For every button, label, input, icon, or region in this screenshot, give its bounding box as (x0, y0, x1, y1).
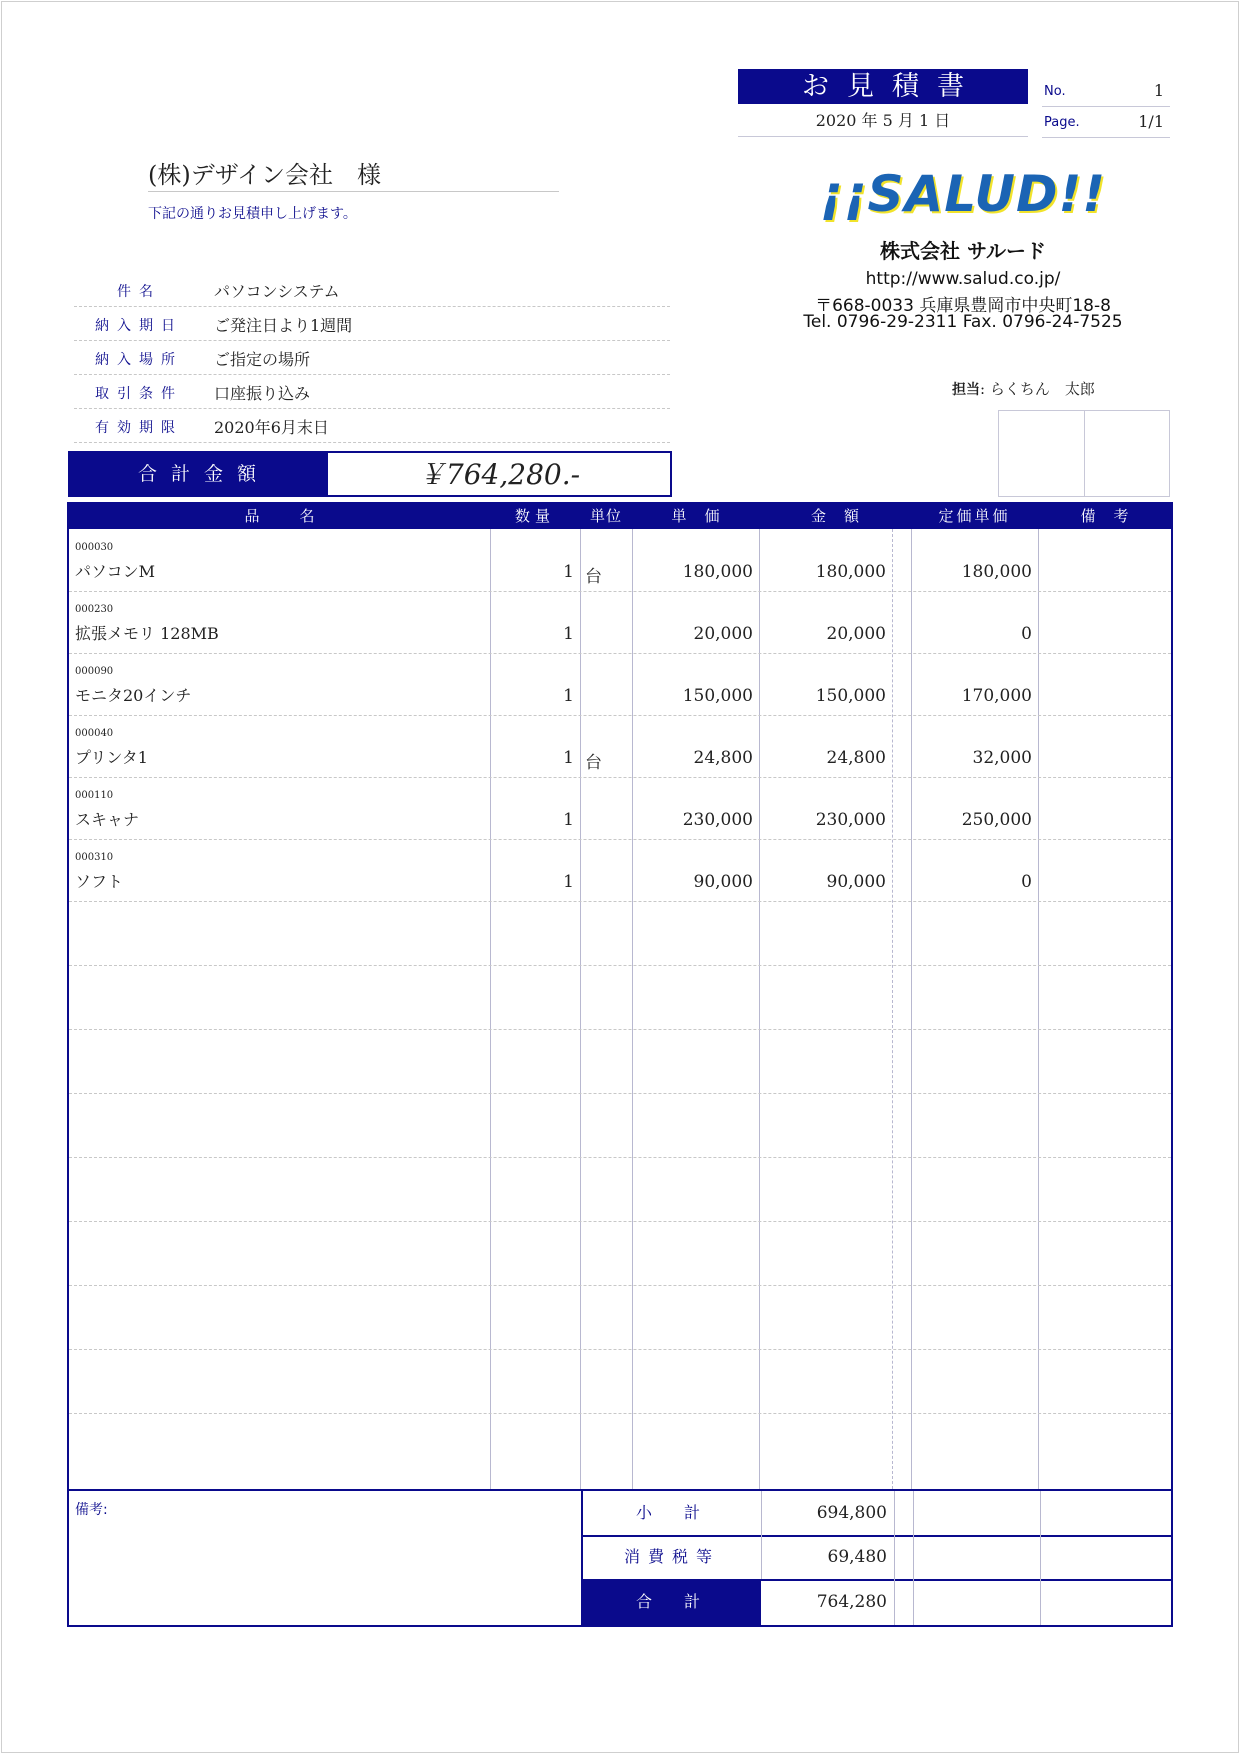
item-unit: 台 (585, 567, 602, 587)
item-amount: 90,000 (826, 872, 886, 892)
info-value: ご発注日より1週間 (214, 316, 353, 335)
item-unit-price: 230,000 (682, 810, 753, 830)
item-list-price: 250,000 (961, 810, 1032, 830)
empty-row (69, 965, 1171, 1030)
total-amount-value: ￥764,280.- (326, 451, 672, 497)
tax-value: 69,480 (827, 1547, 887, 1567)
item-name: ソフト (75, 872, 124, 891)
info-value: 2020年6月末日 (214, 418, 329, 437)
company-tel-fax: Tel. 0796-29-2311 Fax. 0796-24-7525 (803, 312, 1123, 332)
item-list-price: 32,000 (972, 748, 1032, 768)
item-unit: 台 (585, 753, 602, 773)
empty-row (69, 1093, 1171, 1158)
remarks-label: 備考: (75, 1502, 108, 1518)
item-code: 000030 (75, 542, 114, 553)
item-amount: 180,000 (815, 562, 886, 582)
table-row (69, 529, 1171, 592)
item-code: 000310 (75, 852, 114, 863)
info-label: 有効期限 (95, 420, 183, 436)
company-logo-block (762, 163, 1164, 332)
table-row (69, 591, 1171, 654)
company-logo: ¡¡SALUD!! (819, 165, 1107, 223)
header-amount: 金額 (810, 507, 877, 525)
document-title: お見積書 (738, 69, 1028, 104)
item-quantity: 1 (563, 624, 574, 644)
items-table (67, 502, 1173, 1627)
item-list-price: 180,000 (961, 562, 1032, 582)
summary-divider (913, 1491, 914, 1535)
info-label: 取引条件 (95, 386, 183, 402)
header-list-price: 定価単価 (938, 507, 1011, 525)
table-row (69, 715, 1171, 778)
staff-label: 担当 (952, 382, 980, 398)
company-url: http://www.salud.co.jp/ (865, 269, 1061, 289)
item-amount: 24,800 (826, 748, 886, 768)
summary-divider (894, 1579, 895, 1625)
page-number-label: Page. (1044, 115, 1080, 130)
info-value: パソコンシステム (214, 282, 340, 301)
empty-row (69, 1349, 1171, 1414)
info-label: 納入期日 (95, 318, 183, 334)
info-label: 件名 (117, 284, 161, 300)
item-code: 000230 (75, 604, 114, 615)
header-unit-price: 単価 (671, 507, 738, 525)
grand-total-row (581, 1579, 1173, 1625)
subtotal-row (581, 1491, 1173, 1537)
subtotal-value: 694,800 (816, 1503, 887, 1523)
item-unit-price: 24,800 (693, 748, 753, 768)
header-quantity: 数量 (514, 507, 555, 525)
info-label: 納入場所 (95, 352, 183, 368)
info-row-subject (74, 273, 670, 307)
summary-divider (1040, 1535, 1041, 1579)
item-code: 000040 (75, 728, 114, 739)
stamp-divider (1084, 411, 1085, 496)
info-row-delivery-date (74, 307, 670, 341)
document-number-row (1042, 77, 1170, 107)
subtotal-label: 小 計 (635, 1503, 708, 1522)
summary-divider (894, 1535, 895, 1579)
empty-row (69, 1221, 1171, 1286)
info-row-payment-terms (74, 375, 670, 409)
info-row-delivery-place (74, 341, 670, 375)
empty-row (69, 1413, 1171, 1477)
company-address: 〒668-0033 兵庫県豊岡市中央町18-8 (815, 296, 1111, 316)
document-number-value: 1 (1153, 81, 1164, 100)
info-row-expiry (74, 409, 670, 443)
summary-divider (1040, 1491, 1041, 1535)
document-date: 2020 年 5 月 1 日 (738, 106, 1028, 137)
item-amount: 230,000 (815, 810, 886, 830)
item-unit-price: 150,000 (682, 686, 753, 706)
empty-row (69, 1157, 1171, 1222)
item-amount: 20,000 (826, 624, 886, 644)
item-list-price: 0 (1021, 624, 1032, 644)
item-unit-price: 180,000 (682, 562, 753, 582)
item-quantity: 1 (563, 872, 574, 892)
item-name: パソコンM (75, 562, 156, 581)
company-name: 株式会社 サルード (880, 239, 1046, 263)
info-value: ご指定の場所 (214, 350, 311, 369)
empty-row (69, 901, 1171, 966)
item-list-price: 0 (1021, 872, 1032, 892)
header-unit: 単位 (589, 507, 622, 525)
stamp-box (998, 410, 1170, 497)
summary-divider (1040, 1579, 1041, 1625)
table-row (69, 777, 1171, 840)
item-unit-price: 20,000 (693, 624, 753, 644)
header-item-name: 品名 (244, 507, 355, 525)
summary-section (69, 1489, 1171, 1627)
summary-divider (913, 1579, 914, 1625)
summary-divider (894, 1491, 895, 1535)
page-number-row (1042, 108, 1170, 138)
item-name: 拡張メモリ 128MB (75, 624, 219, 643)
staff-name: らくちん 太郎 (989, 380, 1095, 398)
total-amount-label: 合計金額 (68, 451, 326, 497)
summary-divider (913, 1535, 914, 1579)
tax-label: 消費税等 (623, 1547, 720, 1566)
item-name: モニタ20インチ (75, 686, 192, 705)
empty-row (69, 1285, 1171, 1350)
item-quantity: 1 (563, 686, 574, 706)
item-name: プリンタ1 (75, 748, 148, 767)
item-unit-price: 90,000 (693, 872, 753, 892)
table-row (69, 653, 1171, 716)
page-number-value: 1/1 (1138, 112, 1164, 131)
item-quantity: 1 (563, 562, 574, 582)
table-header (69, 504, 1171, 529)
item-code: 000110 (75, 790, 114, 801)
item-name: スキャナ (75, 810, 140, 829)
tax-row (581, 1535, 1173, 1581)
info-value: 口座振り込み (214, 384, 311, 403)
table-row (69, 839, 1171, 902)
staff-info: 担当: らくちん 太郎 (952, 380, 1095, 398)
item-quantity: 1 (563, 810, 574, 830)
greeting-text: 下記の通りお見積申し上げます。 (148, 206, 357, 222)
empty-row (69, 1029, 1171, 1094)
header-remarks: 備考 (1080, 507, 1147, 525)
item-amount: 150,000 (815, 686, 886, 706)
document-number-label: No. (1044, 84, 1066, 99)
item-quantity: 1 (563, 748, 574, 768)
grand-total-value: 764,280 (816, 1592, 887, 1612)
customer-name: (株)デザイン会社 様 (148, 155, 559, 192)
grand-total-label: 合 計 (583, 1579, 761, 1625)
item-list-price: 170,000 (961, 686, 1032, 706)
item-code: 000090 (75, 666, 114, 677)
